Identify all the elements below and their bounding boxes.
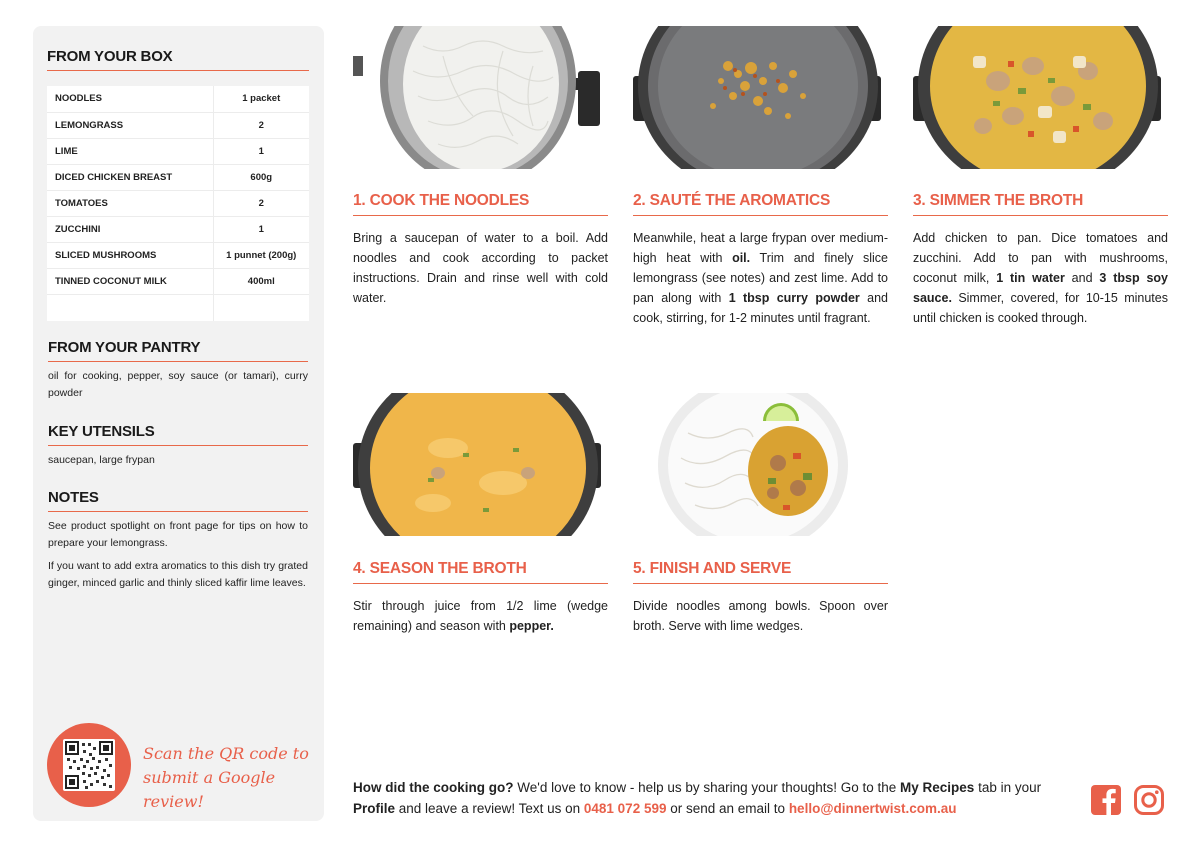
- pantry-section: [48, 339, 308, 402]
- utensils-title: KEY UTENSILS: [48, 423, 308, 446]
- table-row: [47, 138, 309, 164]
- step-2-text-c: and cook, stirring, for 1-2 minutes until fragrant.: [633, 291, 888, 325]
- email-link[interactable]: hello@dinnertwist.com.au: [788, 801, 957, 816]
- step-4-text-a: Stir through juice from 1/2 lime (wedge remaining) and season with: [353, 599, 608, 633]
- pantry-text: oil for cooking, pepper, soy sauce (or tamari), curry powder: [48, 370, 308, 399]
- step-3-image: [913, 26, 1168, 169]
- table-row: [47, 269, 309, 295]
- table-row: [47, 86, 309, 112]
- ingredient-qty: 600g: [213, 164, 309, 190]
- note-1: See product spotlight on front page for tips on how to prepare your lemongrass.: [48, 520, 308, 549]
- table-row-empty: [47, 295, 309, 321]
- utensils-text: saucepan, large frypan: [48, 454, 155, 466]
- ingredients-table: [47, 86, 309, 321]
- my-recipes-link[interactable]: My Recipes: [900, 780, 975, 795]
- ingredient-name: TINNED COCONUT MILK: [47, 269, 213, 295]
- step-4-text: [353, 596, 608, 636]
- ingredient-name: TOMATOES: [47, 190, 213, 216]
- step-3-bold-b: 3 tbsp soy sauce.: [913, 271, 1169, 305]
- ingredient-qty: 1: [213, 217, 309, 243]
- profile-link[interactable]: Profile: [353, 801, 396, 816]
- table-row: [47, 217, 309, 243]
- footer-text-3: and leave a review! Text us on: [395, 801, 584, 816]
- step-3-text: [913, 228, 1168, 328]
- ingredient-qty: 1: [213, 138, 309, 164]
- step-3-text-c: Simmer, covered, for 10-15 minutes until chicken is cooked through.: [913, 291, 1168, 325]
- ingredient-qty: 1 packet: [213, 86, 309, 112]
- table-row: [47, 243, 309, 269]
- ingredient-name: SLICED MUSHROOMS: [47, 243, 213, 269]
- footer-text-2: tab in your: [974, 780, 1042, 795]
- ingredient-qty: 1 punnet (200g): [213, 243, 309, 269]
- phone-link[interactable]: 0481 072 599: [583, 801, 667, 816]
- step-3-text-b: and: [1064, 271, 1100, 285]
- step-1-image: [353, 26, 608, 169]
- step-2-text-b: Trim and finely slice lemongrass (see notes) and zest lime. Add to pan along with: [633, 251, 888, 305]
- ingredient-qty: 2: [213, 112, 309, 138]
- from-your-box-title: FROM YOUR BOX: [47, 48, 309, 71]
- table-row: [47, 112, 309, 138]
- step-4-image: [353, 393, 608, 536]
- step-5-text: Divide noodles among bowls. Spoon over broth. Serve with lime wedges.: [633, 599, 888, 633]
- ingredient-qty: 400ml: [213, 269, 309, 295]
- ingredient-name: NOODLES: [47, 86, 213, 112]
- step-3-text-a: Add chicken to pan. Dice tomatoes and zucchini. Add to pan with mushrooms, coconut milk,: [913, 231, 1168, 285]
- ingredient-qty: 2: [213, 190, 309, 216]
- step-2-title: 2. SAUTÉ THE AROMATICS: [633, 192, 888, 216]
- step-1-text: Bring a saucepan of water to a boil. Add noodles and cook according to packet instructions. Drain and rinse well with cold water.: [353, 231, 608, 305]
- footer-text-4: or send an email to: [666, 801, 789, 816]
- facebook-icon[interactable]: [1090, 784, 1122, 816]
- step-2-image: [633, 26, 888, 169]
- notes-title: NOTES: [48, 489, 308, 512]
- step-2-text: [633, 228, 888, 328]
- ingredient-name: ZUCCHINI: [47, 217, 213, 243]
- utensils-section: [48, 423, 308, 469]
- qr-caption: [143, 742, 313, 814]
- step-2-bold-a: oil.: [732, 251, 751, 265]
- step-2-bold-b: 1 tbsp curry powder: [728, 291, 860, 305]
- ingredient-name: LEMONGRASS: [47, 112, 213, 138]
- step-3-title: 3. SIMMER THE BROTH: [913, 192, 1168, 216]
- step-1-title: 1. COOK THE NOODLES: [353, 192, 608, 216]
- ingredient-name: LIME: [47, 138, 213, 164]
- qr-badge[interactable]: [47, 723, 131, 807]
- ingredient-name: DICED CHICKEN BREAST: [47, 164, 213, 190]
- review-footer: [353, 777, 1073, 819]
- instagram-icon[interactable]: [1133, 784, 1165, 816]
- step-5-title: 5. FINISH AND SERVE: [633, 560, 888, 584]
- table-row: [47, 190, 309, 216]
- qr-caption-line-1: Scan the QR code to: [143, 744, 309, 763]
- step-4-title: 4. SEASON THE BROTH: [353, 560, 608, 584]
- note-2: If you want to add extra aromatics to this dish try grated ginger, minced garlic and thinly sliced kaffir lime leaves.: [48, 560, 308, 589]
- step-5-image: [633, 393, 888, 536]
- step-3-bold-a: 1 tin water: [996, 271, 1065, 285]
- qr-code-icon[interactable]: [63, 739, 115, 791]
- footer-text-1: We'd love to know - help us by sharing your thoughts! Go to the: [513, 780, 901, 795]
- pantry-title: FROM YOUR PANTRY: [48, 339, 308, 362]
- footer-question: How did the cooking go?: [353, 780, 514, 795]
- step-2-text-a: Meanwhile, heat a large frypan over medium-high heat with: [633, 231, 888, 265]
- table-row: [47, 164, 309, 190]
- qr-caption-line-2: submit a Google review!: [143, 768, 276, 811]
- notes-section: [48, 489, 308, 592]
- step-4-bold-a: pepper.: [509, 619, 554, 633]
- sidebar: [33, 26, 324, 821]
